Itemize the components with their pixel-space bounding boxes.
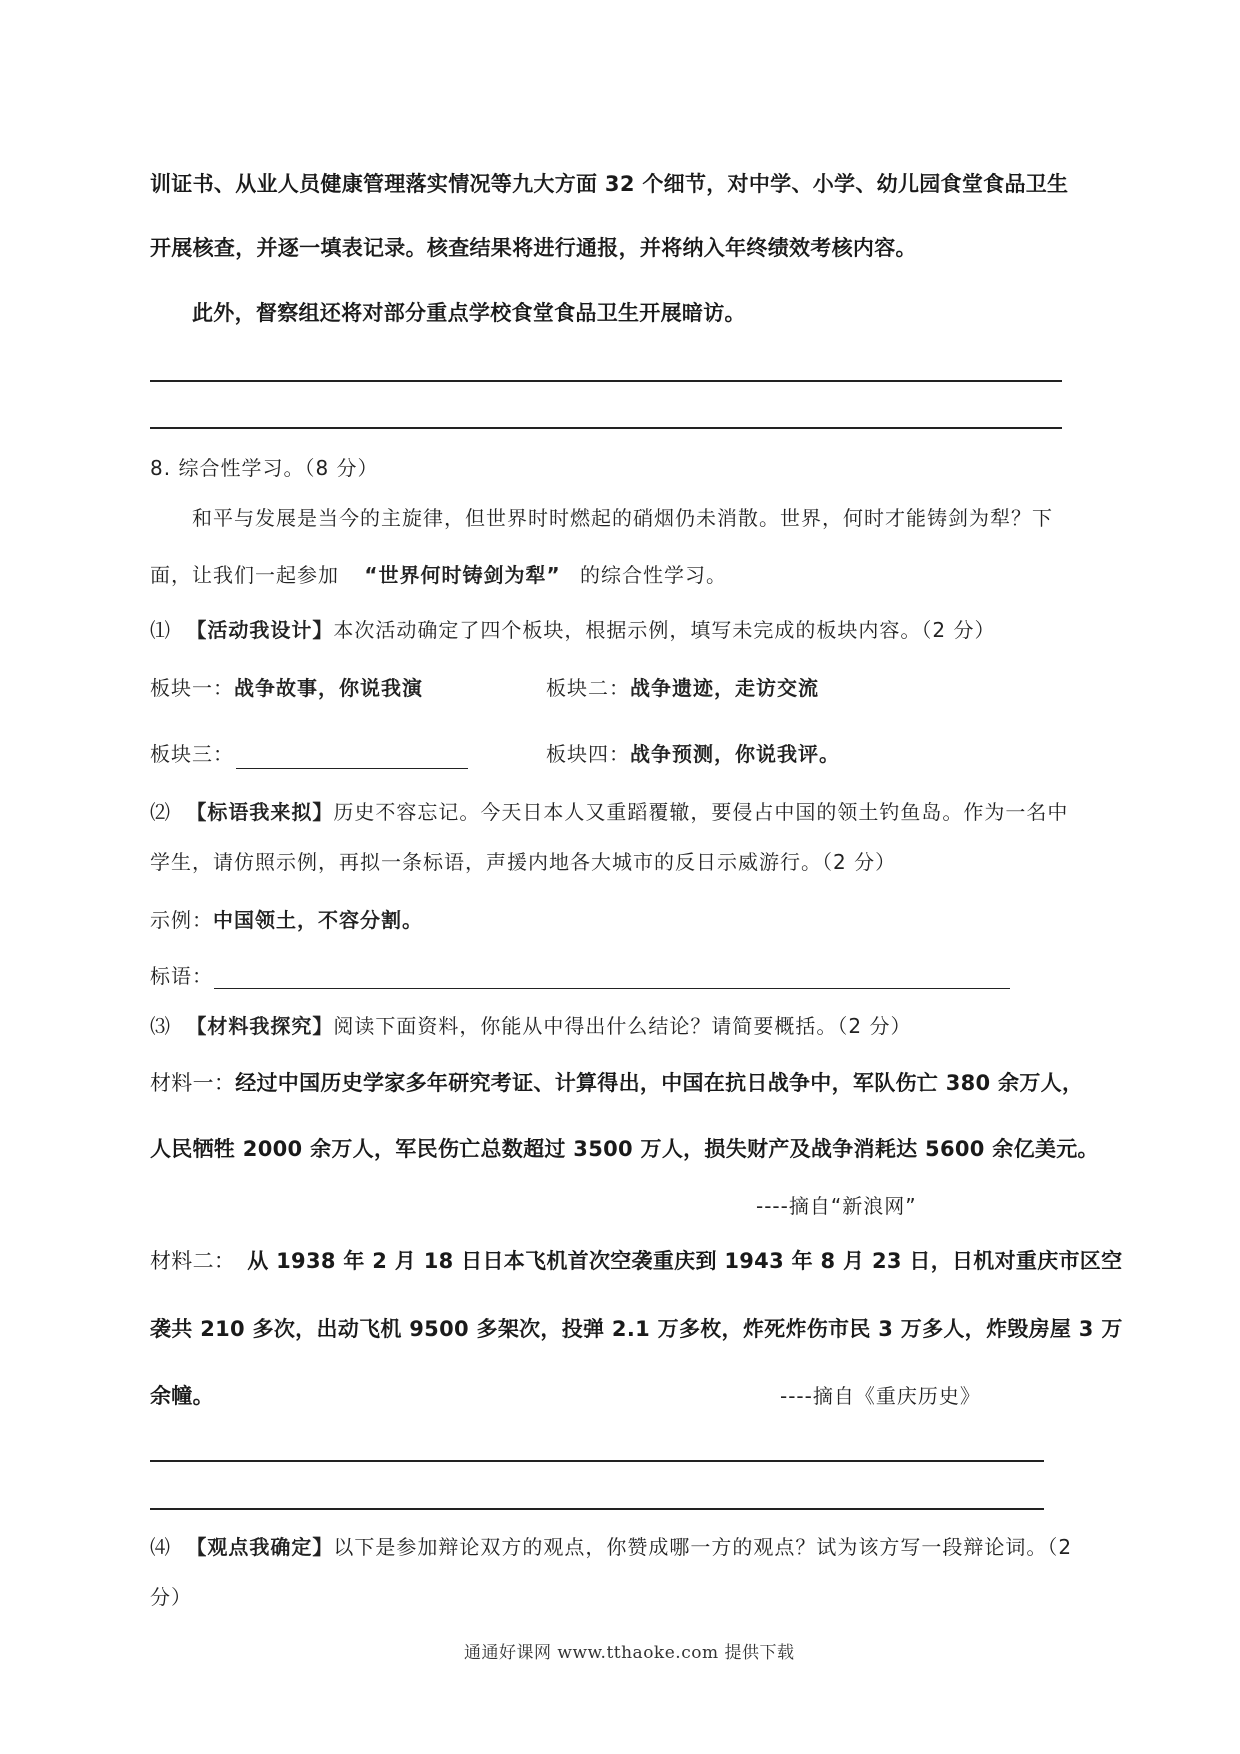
sub4-prompt-line-1 <box>150 1537 1072 1557</box>
sub3-tag: 【材料我探究】 <box>186 1014 334 1038</box>
sub4-prompt-line-2: 分） <box>150 1585 192 1609</box>
page-footer: 通通好课网 www.tthaoke.com 提供下载 <box>464 1643 795 1663</box>
material-2-text: 从 1938 年 2 月 18 日日本飞机首次空袭重庆到 1943 年 8 月 23 日，日机对重庆市区空 <box>247 1249 1123 1273</box>
material-1-source: ----摘自“新浪网” <box>756 1194 917 1218</box>
answer-line <box>150 1460 1044 1462</box>
q8-intro-a: 面，让我们一起参加 <box>150 563 339 587</box>
sub2-prompt-line-1 <box>150 802 1068 822</box>
material-2-line-2: 袭共 210 多次，出动飞机 9500 多架次，投弹 2.1 万多枚，炸死炸伤市民 3 万多人，炸毁房屋 3 万 <box>150 1317 1123 1341</box>
block-1-label: 板块一： <box>150 676 234 700</box>
sub4-tag: 【观点我确定】 <box>186 1535 334 1559</box>
sub3-prompt <box>150 1016 911 1036</box>
sub2-text: 历史不容忘记。今天日本人又重蹈覆辙，要侵占中国的领土钓鱼岛。作为一名中 <box>333 800 1069 824</box>
question-8-heading: 8. 综合性学习。（8 分） <box>150 456 379 480</box>
sub3-text: 阅读下面资料，你能从中得出什么结论？请简要概括。（2 分） <box>333 1014 912 1038</box>
intro-line-1: 训证书、从业人员健康管理落实情况等九大方面 32 个细节，对中学、小学、幼儿园食堂食品卫生 <box>150 172 1069 196</box>
answer-line <box>150 380 1062 382</box>
sub2-prompt-line-2: 学生，请仿照示例，再拟一条标语，声援内地各大城市的反日示威游行。（2 分） <box>150 850 897 874</box>
intro-line-3: 此外，督察组还将对部分重点学校食堂食品卫生开展暗访。 <box>192 301 746 325</box>
sub1-number: ⑴ <box>150 618 171 642</box>
sub4-number: ⑷ <box>150 1535 171 1559</box>
block-3-blank[interactable] <box>236 768 468 769</box>
sub1-text: 本次活动确定了四个板块，根据示例，填写未完成的板块内容。（2 分） <box>333 618 996 642</box>
intro-line-2: 开展核查，并逐一填表记录。核查结果将进行通报，并将纳入年终绩效考核内容。 <box>150 236 917 260</box>
answer-line <box>150 1508 1044 1510</box>
material-1-label: 材料一： <box>150 1071 236 1095</box>
q8-intro-line-1: 和平与发展是当今的主旋律，但世界时时燃起的硝烟仍未消散。世界，何时才能铸剑为犁？下 <box>192 506 1053 530</box>
material-2-line-1 <box>150 1251 1122 1272</box>
slogan-label: 标语： <box>150 964 213 988</box>
material-1-line-1 <box>150 1073 1083 1094</box>
block-3-label: 板块三： <box>150 742 234 766</box>
example-line <box>150 910 423 930</box>
sub3-number: ⑶ <box>150 1014 171 1038</box>
slogan-blank[interactable] <box>214 988 1010 989</box>
example-label: 示例： <box>150 908 213 932</box>
material-2-line-3: 余幢。 <box>150 1384 214 1408</box>
answer-line <box>150 427 1062 429</box>
block-1 <box>150 678 423 698</box>
block-2-value: 战争遗迹，走访交流 <box>630 676 819 700</box>
sub4-text: 以下是参加辩论双方的观点，你赞成哪一方的观点？试为该方写一段辩论词。（2 <box>333 1535 1073 1559</box>
block-2 <box>546 678 819 698</box>
example-value: 中国领土，不容分割。 <box>213 908 423 932</box>
block-1-value: 战争故事，你说我演 <box>234 676 423 700</box>
material-1-text: 经过中国历史学家多年研究考证、计算得出，中国在抗日战争中，军队伤亡 380 余万人， <box>235 1071 1084 1095</box>
sub2-number: ⑵ <box>150 800 171 824</box>
block-4-label: 板块四： <box>546 742 630 766</box>
block-4 <box>546 744 840 764</box>
block-4-value: 战争预测，你说我评。 <box>630 742 840 766</box>
material-2-source: ----摘自《重庆历史》 <box>780 1384 981 1408</box>
material-2-label: 材料二： <box>150 1249 236 1273</box>
sub1-tag: 【活动我设计】 <box>186 618 334 642</box>
q8-intro-line-2 <box>150 565 727 585</box>
sub1-prompt <box>150 620 995 640</box>
q8-intro-quote: “世界何时铸剑为犁” <box>364 563 561 587</box>
material-1-line-2: 人民牺牲 2000 余万人，军民伤亡总数超过 3500 万人，损失财产及战争消耗达 5600 余亿美元。 <box>150 1137 1099 1161</box>
block-2-label: 板块二： <box>546 676 630 700</box>
sub2-tag: 【标语我来拟】 <box>186 800 334 824</box>
q8-intro-c: 的综合性学习。 <box>580 563 728 587</box>
